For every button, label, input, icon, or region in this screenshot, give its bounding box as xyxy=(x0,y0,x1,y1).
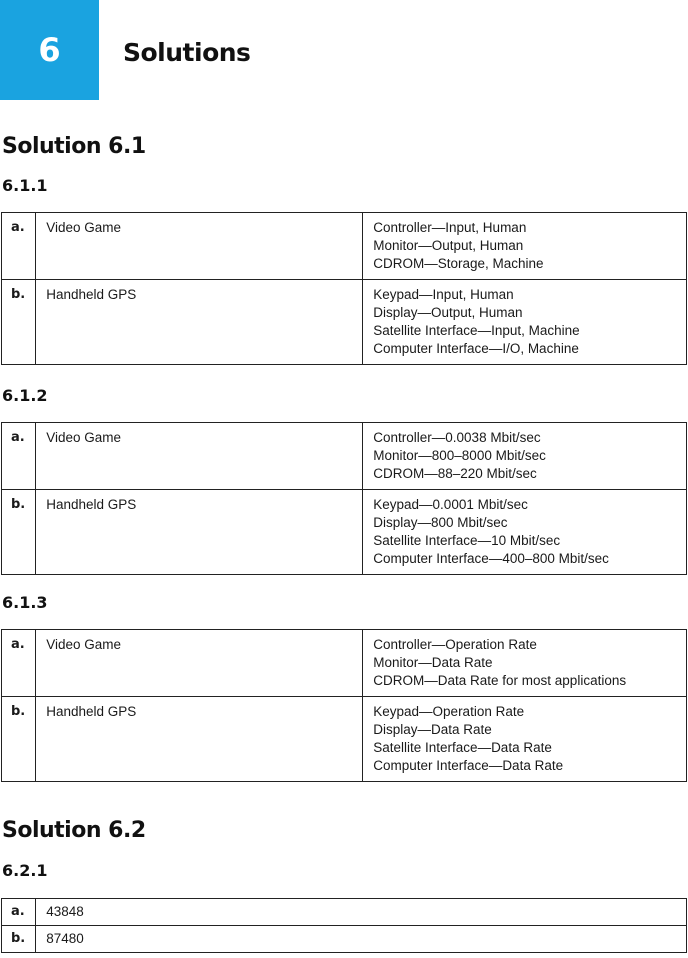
table-row xyxy=(2,490,687,575)
device-detail: Operation Rate xyxy=(432,704,525,719)
device-entry xyxy=(373,757,676,775)
table-body xyxy=(2,213,687,365)
section-6-1-3-heading: 6.1.3 xyxy=(2,593,48,612)
em-dash-separator: — xyxy=(424,466,438,481)
device-detail: Data Rate xyxy=(502,758,564,773)
device-list xyxy=(363,697,687,782)
device-entry xyxy=(373,672,676,690)
device-entry xyxy=(373,237,676,255)
table-row xyxy=(2,423,687,490)
device-list xyxy=(363,280,687,365)
device-entry xyxy=(373,654,676,672)
em-dash-separator: — xyxy=(417,515,432,530)
row-label: a. xyxy=(2,630,36,697)
system-name: Video Game xyxy=(36,423,363,490)
device-detail: 800 Mbit/sec xyxy=(431,515,508,530)
device-detail: 800–8000 Mbit/sec xyxy=(431,448,546,463)
device-entry xyxy=(373,286,676,304)
table-row xyxy=(2,213,687,280)
device-name: Computer Interface xyxy=(373,551,489,566)
device-entry xyxy=(373,496,676,514)
row-label: b. xyxy=(2,926,36,953)
em-dash-separator: — xyxy=(424,256,438,271)
em-dash-separator: — xyxy=(417,305,432,320)
device-detail: Data Rate xyxy=(431,655,493,670)
device-entry xyxy=(373,322,676,340)
device-detail: Output, Human xyxy=(431,305,523,320)
device-name: Display xyxy=(373,305,418,320)
em-dash-separator: — xyxy=(419,704,433,719)
device-detail: Data Rate for most applications xyxy=(437,673,627,688)
table-row xyxy=(2,280,687,365)
device-name: Computer Interface xyxy=(373,758,489,773)
device-detail: Input, Human xyxy=(445,220,527,235)
em-dash-separator: — xyxy=(417,722,432,737)
device-entry xyxy=(373,703,676,721)
device-name: Satellite Interface xyxy=(373,533,478,548)
em-dash-separator: — xyxy=(477,323,492,338)
em-dash-separator: — xyxy=(488,758,503,773)
device-name: Satellite Interface xyxy=(373,323,478,338)
device-detail: I/O, Machine xyxy=(502,341,579,356)
device-name: CDROM xyxy=(373,256,425,271)
row-value: 43848 xyxy=(36,899,687,926)
table-6-1-3 xyxy=(1,629,687,782)
em-dash-separator: — xyxy=(418,448,432,463)
device-detail: 400–800 Mbit/sec xyxy=(502,551,609,566)
section-6-2-1-heading: 6.2.1 xyxy=(2,861,48,880)
em-dash-separator: — xyxy=(477,740,492,755)
em-dash-separator: — xyxy=(477,533,492,548)
device-entry xyxy=(373,514,676,532)
table-6-1-1 xyxy=(1,212,687,365)
section-6-1-2-heading: 6.1.2 xyxy=(2,386,48,405)
device-name: CDROM xyxy=(373,466,425,481)
section-6-1-1-heading: 6.1.1 xyxy=(2,176,48,195)
device-entry xyxy=(373,304,676,322)
device-entry xyxy=(373,429,676,447)
device-entry xyxy=(373,255,676,273)
device-name: Keypad xyxy=(373,287,420,302)
device-entry xyxy=(373,532,676,550)
row-label: b. xyxy=(2,697,36,782)
device-detail: Output, Human xyxy=(431,238,524,253)
chapter-title: Solutions xyxy=(123,38,251,67)
device-detail: Operation Rate xyxy=(445,637,537,652)
device-entry xyxy=(373,721,676,739)
table-6-2-1 xyxy=(1,898,687,953)
device-name: Monitor xyxy=(373,238,419,253)
table-body xyxy=(2,630,687,782)
table-row xyxy=(2,899,687,926)
system-name: Video Game xyxy=(36,630,363,697)
device-entry xyxy=(373,340,676,358)
em-dash-separator: — xyxy=(419,287,433,302)
system-name: Handheld GPS xyxy=(36,697,363,782)
device-name: Display xyxy=(373,515,418,530)
device-name: Satellite Interface xyxy=(373,740,478,755)
table-row xyxy=(2,926,687,953)
device-detail: 0.0038 Mbit/sec xyxy=(445,430,541,445)
row-label: b. xyxy=(2,280,36,365)
row-value: 87480 xyxy=(36,926,687,953)
device-list xyxy=(363,423,687,490)
em-dash-separator: — xyxy=(488,551,503,566)
device-name: Monitor xyxy=(373,655,419,670)
device-list xyxy=(363,630,687,697)
device-name: Controller xyxy=(373,430,432,445)
em-dash-separator: — xyxy=(488,341,503,356)
solution-6-1-heading: Solution 6.1 xyxy=(2,134,146,159)
device-name: Controller xyxy=(373,220,432,235)
chapter-number-box xyxy=(0,0,99,100)
em-dash-separator: — xyxy=(424,673,438,688)
device-entry xyxy=(373,739,676,757)
em-dash-separator: — xyxy=(418,238,432,253)
device-detail: 10 Mbit/sec xyxy=(491,533,561,548)
device-entry xyxy=(373,465,676,483)
device-entry xyxy=(373,636,676,654)
device-detail: 88–220 Mbit/sec xyxy=(437,466,537,481)
row-label: b. xyxy=(2,490,36,575)
solution-6-2-heading: Solution 6.2 xyxy=(2,818,146,843)
device-detail: Input, Human xyxy=(432,287,514,302)
system-name: Video Game xyxy=(36,213,363,280)
chapter-number: 6 xyxy=(38,31,61,69)
table-6-1-2 xyxy=(1,422,687,575)
em-dash-separator: — xyxy=(431,220,446,235)
device-name: CDROM xyxy=(373,673,425,688)
device-detail: Input, Machine xyxy=(491,323,580,338)
em-dash-separator: — xyxy=(431,430,446,445)
device-name: Computer Interface xyxy=(373,341,489,356)
em-dash-separator: — xyxy=(419,497,433,512)
device-name: Keypad xyxy=(373,497,420,512)
device-entry xyxy=(373,447,676,465)
table-row xyxy=(2,630,687,697)
em-dash-separator: — xyxy=(431,637,446,652)
table-body xyxy=(2,423,687,575)
device-detail: Data Rate xyxy=(491,740,552,755)
row-label: a. xyxy=(2,899,36,926)
device-name: Keypad xyxy=(373,704,420,719)
table-row xyxy=(2,697,687,782)
device-list xyxy=(363,213,687,280)
row-label: a. xyxy=(2,213,36,280)
system-name: Handheld GPS xyxy=(36,280,363,365)
device-detail: Storage, Machine xyxy=(437,256,544,271)
device-list xyxy=(363,490,687,575)
row-label: a. xyxy=(2,423,36,490)
system-name: Handheld GPS xyxy=(36,490,363,575)
device-detail: 0.0001 Mbit/sec xyxy=(432,497,528,512)
device-name: Monitor xyxy=(373,448,419,463)
em-dash-separator: — xyxy=(418,655,432,670)
device-entry xyxy=(373,550,676,568)
device-name: Controller xyxy=(373,637,432,652)
table-body xyxy=(2,899,687,953)
device-detail: Data Rate xyxy=(431,722,492,737)
device-entry xyxy=(373,219,676,237)
device-name: Display xyxy=(373,722,418,737)
